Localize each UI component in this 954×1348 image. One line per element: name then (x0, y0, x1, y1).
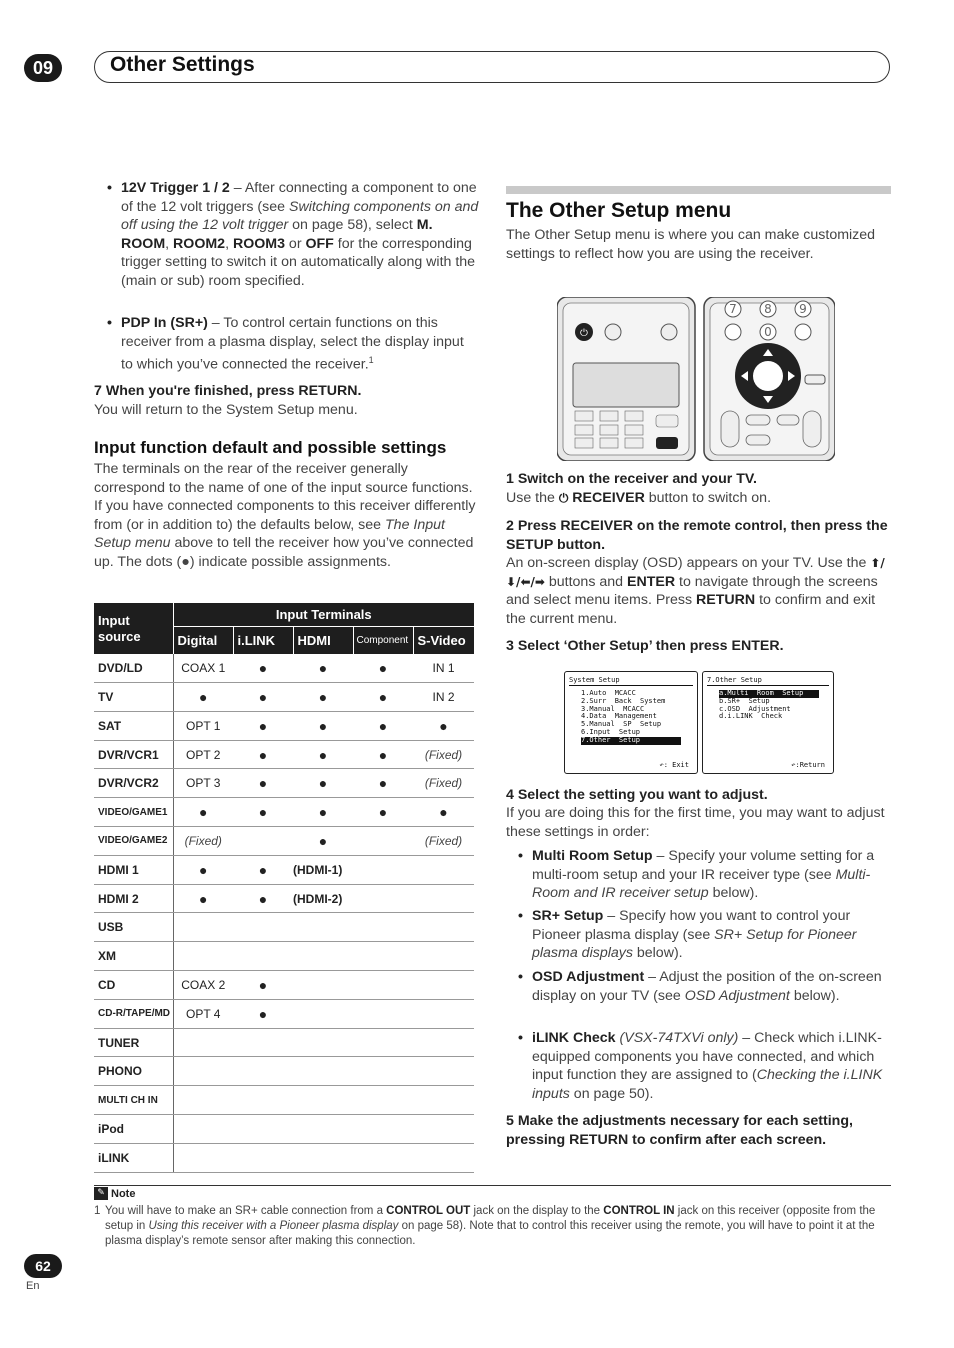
terminal-cell (233, 1057, 293, 1086)
other-setup-intro: The Other Setup menu is where you can make customized settings to reflect how you are using the receiver. (506, 227, 876, 262)
terminal-cell (413, 971, 474, 1000)
terminal-cell (173, 942, 233, 971)
cross-reference: Using this receiver with a Pioneer plasma display (148, 1219, 399, 1232)
bullet-dot-icon: • (107, 315, 112, 331)
separator: , (165, 235, 174, 252)
language-code: En (26, 1280, 40, 1292)
bullet-text: – After connecting a component to one of the 12 volt triggers (see (121, 180, 477, 215)
section-rule (506, 186, 891, 194)
assignment-dot: ● (353, 769, 413, 798)
option-label: ROOM3 (232, 235, 285, 252)
assignment-dot: ● (233, 683, 293, 712)
osd-menu-item: 5.Manual SP Setup (581, 720, 662, 729)
bullet-text: below). (632, 945, 683, 961)
assignment-dot: ● (293, 740, 353, 769)
terminal-cell (413, 999, 474, 1028)
osd-title: System Setup (569, 676, 620, 684)
assignment-dot: ● (353, 683, 413, 712)
step-3-heading: 3 Select ‘Other Setup’ then press ENTER. (506, 638, 784, 654)
terminal-cell (233, 1086, 293, 1115)
button-name: ENTER (626, 573, 676, 590)
paragraph-text: above to tell the receiver how you’ve connected up. The dots (●) indicate possible assignments. (94, 535, 474, 570)
bullet-label: SR+ Setup (532, 908, 604, 924)
option-label: OFF (305, 235, 334, 252)
step-text: buttons and (544, 573, 627, 590)
terminal-cell (353, 1086, 413, 1115)
source-name-cell: TV (94, 683, 173, 712)
terminal-cell: (Fixed) (413, 769, 474, 798)
assignment-dot: ● (233, 884, 293, 913)
terminal-cell: COAX 1 (173, 654, 233, 682)
table-row (94, 971, 474, 1000)
step-4-heading: 4 Select the setting you want to adjust. (506, 787, 768, 803)
step-text: to navigate through the screens and select menu items. Press (506, 573, 878, 608)
table-row (94, 827, 474, 856)
assignment-dot: ● (173, 884, 233, 913)
note-pencil-icon: ✎ (94, 1187, 108, 1200)
terminal-cell: OPT 4 (173, 999, 233, 1028)
step-7-heading: 7 When you're finished, press RETURN. (94, 383, 362, 399)
assignment-dot: ● (413, 798, 474, 827)
bullet-osd-adjustment (518, 968, 890, 1005)
osd-menu-item: 3.Manual MCACC (581, 704, 645, 713)
terminal-cell: COAX 2 (173, 971, 233, 1000)
bullet-text: below). (789, 987, 840, 1004)
terminal-cell (293, 999, 353, 1028)
assignment-dot: ● (353, 740, 413, 769)
section-title-other-setup: The Other Setup menu (506, 199, 732, 222)
bullet-label: iLINK Check (532, 1030, 616, 1046)
cross-reference: OSD Adjustment (684, 987, 790, 1004)
assignment-dot: ● (233, 711, 293, 740)
section-heading-input-function: Input function default and possible settings (94, 438, 447, 457)
cross-reference: Multi-Room and IR receiver setup (532, 866, 871, 901)
bullet-label: OSD Adjustment (532, 969, 645, 985)
terminal-cell (353, 827, 413, 856)
terminal-cell (353, 855, 413, 884)
source-name-cell: VIDEO/GAME2 (94, 827, 173, 856)
source-name-cell: HDMI 1 (94, 855, 173, 884)
svg-text:8: 8 (764, 302, 772, 316)
button-name: RETURN (696, 592, 756, 608)
bullet-dot-icon: • (518, 969, 523, 985)
assignment-dot: ● (233, 769, 293, 798)
assignment-dot: ● (233, 855, 293, 884)
terminal-cell (293, 971, 353, 1000)
terminal-cell (173, 1028, 233, 1057)
terminal-cell (293, 942, 353, 971)
terminal-cell: OPT 2 (173, 740, 233, 769)
table-row (94, 798, 474, 827)
terminal-cell (353, 971, 413, 1000)
table-row (94, 740, 474, 769)
source-name-cell: XM (94, 942, 173, 971)
bullet-dot-icon: • (518, 908, 523, 924)
source-name-cell: iLINK (94, 1143, 173, 1172)
terminal-cell (413, 1086, 474, 1115)
osd-return-hint (791, 761, 825, 769)
table-row (94, 884, 474, 913)
chapter-number-badge: 09 (24, 54, 62, 82)
cross-reference: Checking the i.LINK inputs (532, 1067, 883, 1102)
assignment-dot: ● (233, 654, 293, 682)
svg-text:⏻: ⏻ (580, 328, 588, 339)
terminal-cell (233, 913, 293, 942)
note-header (94, 1187, 135, 1200)
bullet-pdp-in (107, 314, 479, 374)
assignment-dot: ● (233, 740, 293, 769)
source-name-cell: MULTI CH IN (94, 1086, 173, 1115)
step-1-body (506, 489, 771, 508)
terminal-cell (173, 1086, 233, 1115)
bullet-dot-icon: • (518, 848, 523, 864)
terminal-cell: (Fixed) (173, 827, 233, 856)
terminal-cell (293, 1057, 353, 1086)
source-name-cell: iPod (94, 1115, 173, 1144)
assignment-dot: ● (293, 654, 353, 682)
bullet-multi-room-setup (518, 847, 890, 903)
terminal-cell: (Fixed) (413, 740, 474, 769)
bullet-text: on page 58), select (288, 217, 417, 233)
osd-menu-item: b.SR+ Setup (719, 696, 770, 705)
assignment-dot: ● (293, 683, 353, 712)
terminal-cell (353, 1057, 413, 1086)
assignment-dot: ● (173, 855, 233, 884)
terminal-cell (353, 884, 413, 913)
assignment-dot: ● (173, 798, 233, 827)
source-name-cell: DVD/LD (94, 654, 173, 682)
terminal-cell (233, 827, 293, 856)
chapter-title: Other Settings (110, 53, 255, 76)
terminal-cell (353, 999, 413, 1028)
step-5-heading: 5 Make the adjustments necessary for each setting, pressing RETURN to confirm after each screen. (506, 1113, 853, 1148)
source-name-cell: HDMI 2 (94, 884, 173, 913)
table-row (94, 913, 474, 942)
bullet-ilink-check (518, 1029, 890, 1103)
bullet-text: – To control certain functions on this receiver from a plasma display, select the display input to which you’ve connected the receiver. (121, 315, 464, 373)
note-label: Note (111, 1187, 136, 1200)
step-text: Use the (506, 490, 559, 506)
page-number-badge: 62 (24, 1254, 62, 1278)
arrow-buttons-icon: ⬆/⬇/⬅/➡ (506, 556, 885, 589)
step-2-heading: 2 Press RECEIVER on the remote control, then press the SETUP button. (506, 518, 888, 553)
footnote-text: You will have to make an SR+ cable connection from a (105, 1205, 387, 1217)
terminal-cell (293, 1028, 353, 1057)
table-row (94, 999, 474, 1028)
terminal-cell (173, 1057, 233, 1086)
jack-name: CONTROL IN (603, 1205, 675, 1217)
step-7-body: You will return to the System Setup menu. (94, 402, 358, 418)
power-icon: ⏻ (558, 491, 569, 505)
terminal-cell: IN 2 (413, 683, 474, 712)
step-4-body: If you are doing this for the first time, you may want to adjust these settings in order: (506, 805, 885, 840)
terminal-cell (413, 1028, 474, 1057)
return-icon: ↶ (791, 761, 796, 769)
svg-text:7: 7 (729, 302, 737, 316)
terminal-cell: (Fixed) (413, 827, 474, 856)
table-row (94, 683, 474, 712)
assignment-dot: ● (233, 971, 293, 1000)
col-hdmi: HDMI (293, 626, 353, 654)
assignment-dot: ● (293, 711, 353, 740)
assignment-dot: ● (413, 711, 474, 740)
source-name-cell: VIDEO/GAME1 (94, 798, 173, 827)
terminal-cell (293, 913, 353, 942)
bullet-label: PDP In (SR+) (121, 315, 208, 331)
cross-reference: The Input Setup menu (94, 516, 445, 551)
bullet-dot-icon: • (107, 180, 112, 196)
bullet-label: 12V Trigger 1 / 2 (121, 180, 230, 196)
assignment-dot: ● (233, 999, 293, 1028)
assignment-dot: ● (293, 798, 353, 827)
table-row (94, 769, 474, 798)
osd-footer: : Exit (663, 761, 689, 769)
assignment-dot: ● (353, 654, 413, 682)
model-note: (VSX-74TXVi only) (615, 1030, 739, 1046)
terminal-cell (233, 1115, 293, 1144)
terminal-cell: (HDMI-1) (293, 855, 353, 884)
step-text: button to switch on. (644, 490, 772, 506)
osd-menu-item: 4.Data Management (581, 712, 657, 721)
terminal-cell (233, 942, 293, 971)
note-divider (94, 1185, 891, 1186)
table-row (94, 1115, 474, 1144)
terminal-cell (173, 1115, 233, 1144)
step-2-body (506, 554, 891, 628)
col-component: Component (353, 626, 413, 654)
osd-other-setup (702, 671, 834, 774)
assignment-dot: ● (293, 769, 353, 798)
table-row (94, 942, 474, 971)
bullet-label: Multi Room Setup (532, 848, 653, 864)
source-name-cell: CD (94, 971, 173, 1000)
osd-menu-item: 2.Surr Back System (581, 696, 666, 705)
svg-text:9: 9 (799, 302, 807, 316)
source-name-cell: PHONO (94, 1057, 173, 1086)
osd-exit-hint (659, 761, 689, 769)
footnote-number: 1 (94, 1205, 101, 1217)
table-row (94, 711, 474, 740)
return-icon: ↶ (659, 761, 664, 769)
step-text: to confirm and exit the current menu. (506, 592, 876, 627)
source-name-cell: SAT (94, 711, 173, 740)
terminal-cell (353, 1115, 413, 1144)
source-name-cell: DVR/VCR2 (94, 769, 173, 798)
input-assignment-table (94, 603, 474, 1173)
table-row (94, 1143, 474, 1172)
step-text: An on-screen display (OSD) appears on your TV. Use the (506, 555, 871, 571)
terminal-cell (173, 1143, 233, 1172)
button-name: RECEIVER (568, 490, 645, 506)
terminal-cell (413, 942, 474, 971)
remote-control-illustration (557, 297, 835, 461)
input-function-paragraph (94, 460, 479, 571)
col-ilink: i.LINK (233, 626, 293, 654)
bullet-text: – Check which i.LINK-equipped components you have connected, and which input function they are assigned to ( (532, 1030, 882, 1083)
assignment-dot: ● (233, 798, 293, 827)
terminal-cell: OPT 3 (173, 769, 233, 798)
col-svideo: S-Video (417, 632, 466, 648)
osd-menu-item: 1.Auto MCACC (581, 689, 636, 697)
bullet-text: on page 50). (569, 1085, 654, 1102)
jack-name: CONTROL OUT (386, 1205, 471, 1217)
terminal-cell (413, 1115, 474, 1144)
footnote-text: jack on this receiver (opposite from the setup in (105, 1205, 876, 1232)
assignment-dot: ● (293, 827, 353, 856)
assignment-dot: ● (173, 683, 233, 712)
table-row (94, 1086, 474, 1115)
col-digital: Digital (173, 626, 233, 654)
terminal-cell (353, 942, 413, 971)
footnote-1 (94, 1204, 894, 1248)
osd-system-setup (564, 671, 698, 774)
paragraph-text: The terminals on the rear of the receiver generally correspond to the name of one of the input source functions. If you have connected components to this receiver differently from (or in addition to) the defaults below, see (94, 461, 476, 533)
terminal-cell (353, 913, 413, 942)
bullet-text: – Specify your volume setting for a multi-room setup and your IR receiver type (see (532, 848, 875, 883)
terminal-cell (413, 855, 474, 884)
osd-menu-item: c.OSD Adjustment (719, 704, 791, 713)
source-name-cell: TUNER (94, 1028, 173, 1057)
osd-title: 7.Other Setup (707, 676, 762, 684)
bullet-12v-trigger (107, 179, 479, 290)
table-row (94, 1028, 474, 1057)
svg-text:0: 0 (764, 325, 772, 339)
assignment-dot: ● (353, 798, 413, 827)
bullet-text: – Specify how you want to control your Pioneer plasma display (see (532, 908, 851, 943)
footnote-text: on page 58). Note that to control this receiver using the remote, you will have to point it at the plasma display’s remote sensor after making this connection. (105, 1219, 875, 1247)
header-input-source: Input source (94, 603, 173, 654)
terminal-cell: (HDMI-2) (293, 884, 353, 913)
separator: or (284, 235, 306, 252)
table-row (94, 1057, 474, 1086)
osd-menu-item: 6.Input Setup (581, 727, 641, 736)
bullet-sr-setup (518, 907, 890, 963)
terminal-cell (353, 1143, 413, 1172)
bullet-text: – Adjust the position of the on-screen display on your TV (see (532, 969, 882, 1004)
terminal-cell (293, 1115, 353, 1144)
terminal-cell (413, 913, 474, 942)
terminal-cell (353, 1028, 413, 1057)
osd-menu-item: a.Multi Room Setup (719, 690, 819, 698)
source-name-cell: CD-R/TAPE/MD (94, 999, 173, 1028)
terminal-cell (173, 913, 233, 942)
terminal-cell (293, 1143, 353, 1172)
terminal-cell (413, 884, 474, 913)
table-row (94, 654, 474, 682)
table-row (94, 855, 474, 884)
osd-menu-item: d.i.LINK Check (719, 712, 783, 721)
footnote-marker: 1 (368, 355, 374, 365)
step-1-heading: 1 Switch on the receiver and your TV. (506, 471, 757, 487)
terminal-cell (413, 1057, 474, 1086)
cross-reference: Switching components on and off using the 12 volt trigger (121, 198, 479, 233)
option-label: M. ROOM (121, 217, 433, 252)
bullet-text: for the corresponding trigger setting to switch it on automatically along with the (main or sub) room specified. (121, 235, 476, 289)
footnote-text: jack on the display to the (470, 1205, 604, 1217)
osd-footer: :Return (795, 761, 825, 769)
source-name-cell: DVR/VCR1 (94, 740, 173, 769)
bullet-dot-icon: • (518, 1030, 523, 1046)
osd-menu-item: 7.Other Setup (581, 737, 681, 745)
bullet-text: below). (708, 885, 759, 901)
option-label: ROOM2 (173, 235, 226, 252)
terminal-cell (293, 1086, 353, 1115)
cross-reference: SR+ Setup for Pioneer plasma displays (532, 926, 857, 961)
source-name-cell: USB (94, 913, 173, 942)
terminal-cell (413, 1143, 474, 1172)
terminal-cell: IN 1 (413, 654, 474, 682)
terminal-cell: OPT 1 (173, 711, 233, 740)
terminal-cell (233, 1143, 293, 1172)
assignment-dot: ● (353, 711, 413, 740)
separator: , (225, 235, 233, 252)
header-input-terminals: Input Terminals (173, 603, 474, 626)
terminal-cell (233, 1028, 293, 1057)
